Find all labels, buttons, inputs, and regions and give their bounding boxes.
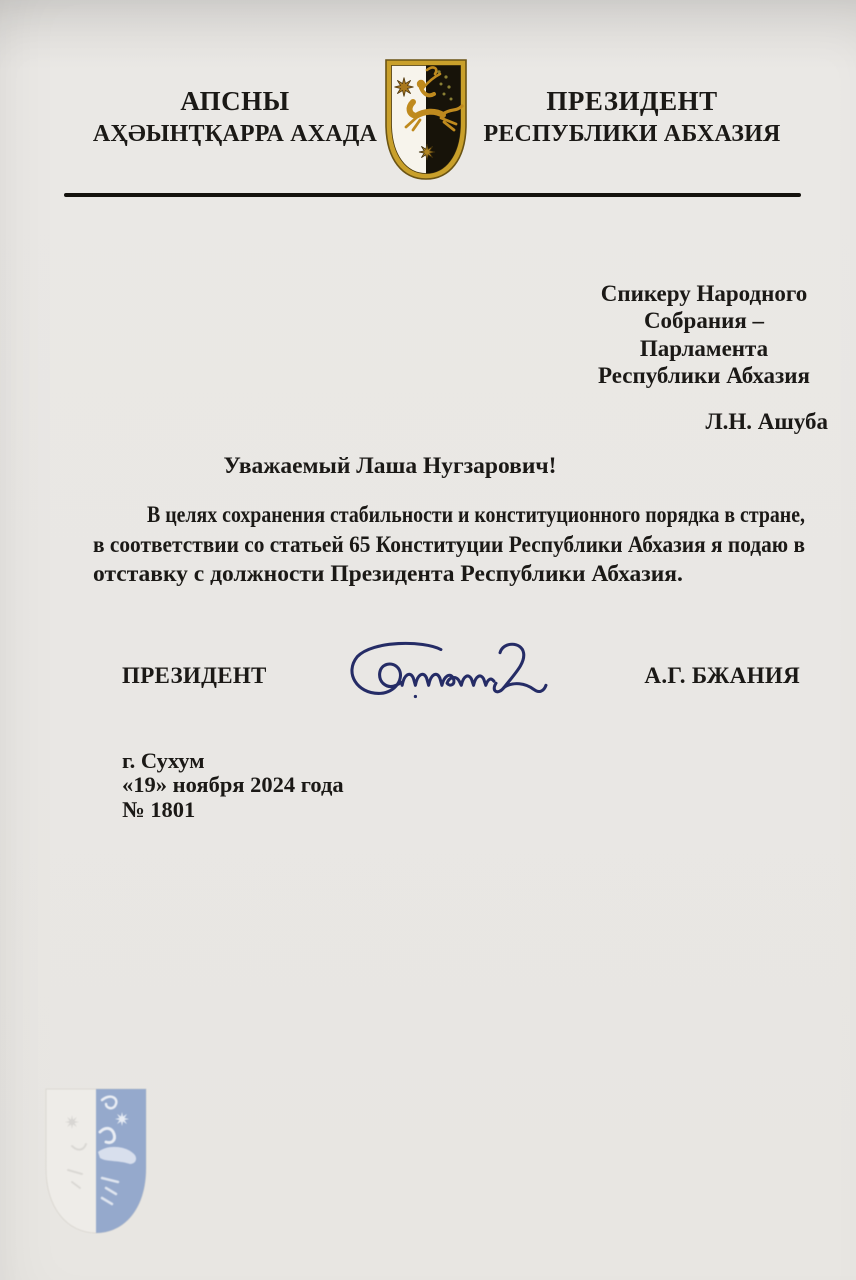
signer-title: ПРЕЗИДЕНТ xyxy=(122,663,267,688)
footer-number: № 1801 xyxy=(122,796,196,822)
addressee-block xyxy=(578,280,830,435)
signer-name: А.Г. БЖАНИЯ xyxy=(644,663,800,688)
handwritten-signature-icon xyxy=(344,638,548,704)
body-paragraph xyxy=(93,501,805,590)
letterhead-right-line1: ПРЕЗИДЕНТ xyxy=(546,86,718,116)
header-divider xyxy=(64,193,801,197)
footer-date: «19» ноября 2024 года xyxy=(122,772,344,798)
body-line: В целях сохранения стабильности и конституционного порядка в стране, xyxy=(147,502,805,528)
salutation: Уважаемый Лаша Нугзарович! xyxy=(223,453,557,479)
body-line: в соответствии со статьей 65 Конституции Республики Абхазия я подаю в xyxy=(93,531,805,558)
body-line: отставку с должности Президента Республики Абхазия. xyxy=(93,561,683,588)
addressee-line: Спикеру Народного xyxy=(600,281,808,306)
addressee-name: Л.Н. Ашуба xyxy=(705,408,828,434)
abkhazia-coat-of-arms-icon xyxy=(383,57,469,182)
footer-block xyxy=(122,749,344,822)
letterhead-left xyxy=(85,84,385,151)
letterhead-left-line2: АҲӘЫНҬҚАРРА АХАДА xyxy=(92,121,378,147)
letterhead-right xyxy=(482,84,782,151)
addressee-line: Республики Абхазия xyxy=(598,363,810,389)
letterhead-left-line1: АПСНЫ xyxy=(180,86,290,116)
addressee-line: Собрания – Парламента xyxy=(639,308,769,361)
footer-city: г. Сухум xyxy=(122,748,205,773)
letterhead-right-line2: РЕСПУБЛИКИ АБХАЗИЯ xyxy=(483,121,781,147)
watermark-coat-of-arms-icon xyxy=(42,1086,150,1238)
